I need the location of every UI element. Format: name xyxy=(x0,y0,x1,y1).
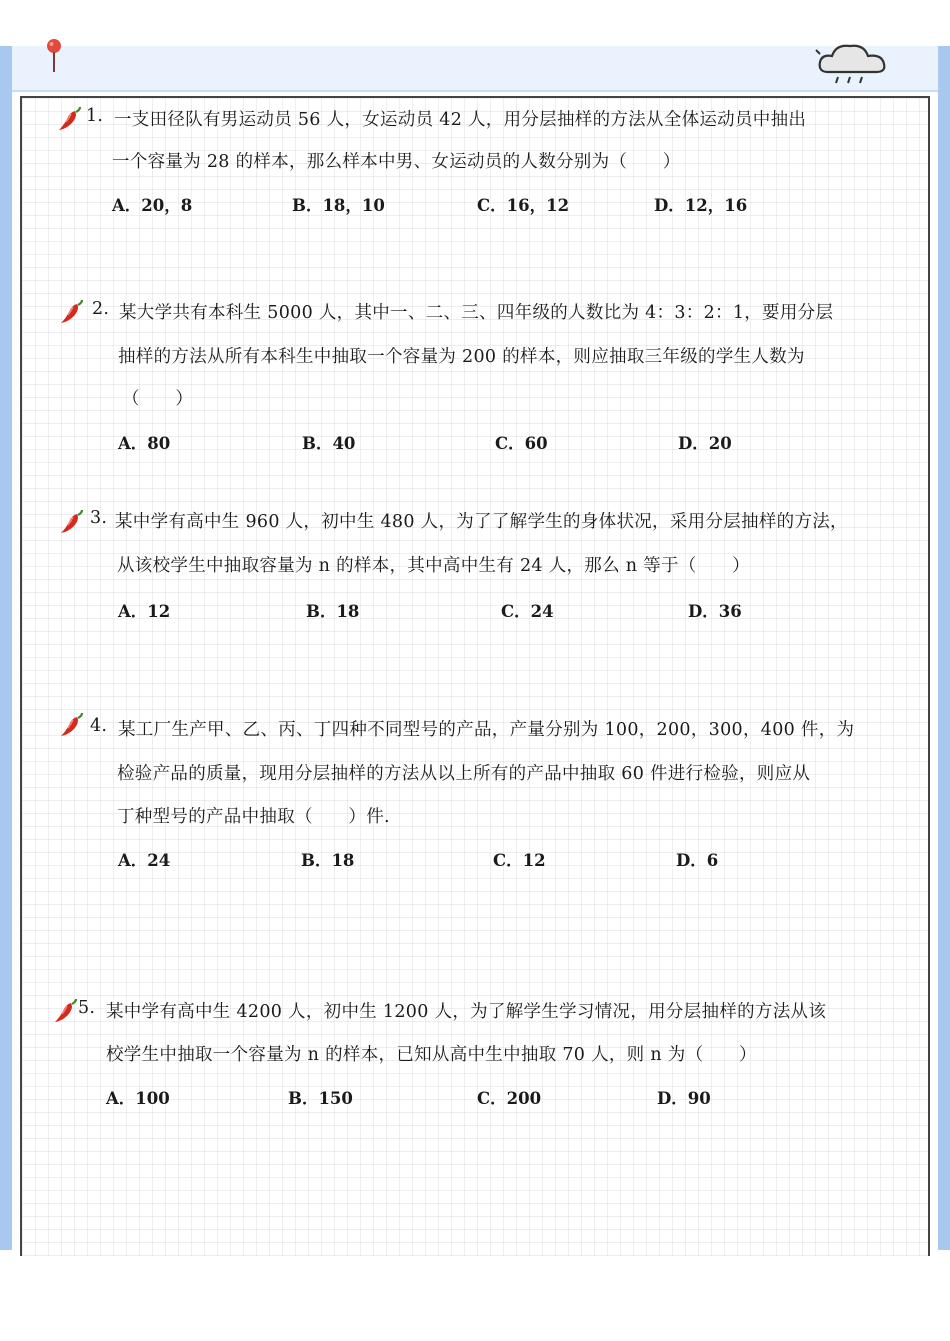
rain-cloud-icon xyxy=(812,36,892,86)
worksheet xyxy=(20,96,930,1256)
left-side-bar xyxy=(0,46,12,1250)
question-text-line: 一支田径队有男运动员 56 人，女运动员 42 人，用分层抽样的方法从全体运动员中抽出 xyxy=(114,110,807,130)
chili-pepper-icon xyxy=(52,998,78,1024)
question-number: 2. xyxy=(92,299,110,319)
question-text-line: 从该校学生中抽取容量为 n 的样本，其中高中生有 24 人，那么 n 等于（ ） xyxy=(117,556,750,576)
option-a[interactable]: A．20，8 xyxy=(112,196,193,215)
chili-pepper-icon xyxy=(58,299,84,325)
question-text-line: 某中学有高中生 4200 人，初中生 1200 人，为了解学生学习情况，用分层抽样的方法从该 xyxy=(106,1002,827,1022)
option-c[interactable]: C．60 xyxy=(495,434,548,453)
option-a[interactable]: A．80 xyxy=(118,434,171,453)
chili-pepper-icon xyxy=(56,106,82,132)
pushpin-icon xyxy=(44,38,64,74)
question-number: 5. xyxy=(78,998,96,1018)
question-text-line: 抽样的方法从所有本科生中抽取一个容量为 200 的样本，则应抽取三年级的学生人数为 xyxy=(118,347,805,367)
chili-pepper-icon xyxy=(58,509,84,535)
question-text-line: 某工厂生产甲、乙、丙、丁四种不同型号的产品，产量分别为 100，200，300，400 件，为 xyxy=(118,720,855,740)
chili-pepper-icon xyxy=(58,712,84,738)
option-b[interactable]: B．150 xyxy=(288,1089,353,1108)
option-a[interactable]: A．100 xyxy=(106,1089,170,1108)
question-text-line: 一个容量为 28 的样本，那么样本中男、女运动员的人数分别为（ ） xyxy=(112,152,681,172)
option-b[interactable]: B．18 xyxy=(301,851,355,870)
option-c[interactable]: C．16，12 xyxy=(477,196,570,215)
option-b[interactable]: B．40 xyxy=(302,434,356,453)
question-text-line: 某中学有高中生 960 人，初中生 480 人，为了了解学生的身体状况，采用分层抽样的方法， xyxy=(115,512,848,532)
question-number: 4. xyxy=(90,716,108,736)
right-side-bar xyxy=(938,46,950,1250)
question-text-line: （ ） xyxy=(122,389,194,409)
question-number: 1. xyxy=(86,106,104,126)
header-band xyxy=(12,46,938,92)
option-c[interactable]: C．24 xyxy=(501,602,554,621)
option-c[interactable]: C．12 xyxy=(493,851,546,870)
option-b[interactable]: B．18，10 xyxy=(292,196,385,215)
option-d[interactable]: D．6 xyxy=(676,851,719,870)
option-d[interactable]: D．20 xyxy=(678,434,732,453)
question-text-line: 丁种型号的产品中抽取（ ）件. xyxy=(117,807,390,827)
option-d[interactable]: D．12，16 xyxy=(654,196,748,215)
option-d[interactable]: D．36 xyxy=(688,602,742,621)
option-c[interactable]: C．200 xyxy=(477,1089,542,1108)
option-a[interactable]: A．24 xyxy=(118,851,171,870)
option-d[interactable]: D．90 xyxy=(657,1089,711,1108)
question-text-line: 某大学共有本科生 5000 人，其中一、二、三、四年级的人数比为 4：3：2：1，要用分层 xyxy=(119,303,834,323)
question-number: 3. xyxy=(90,508,108,528)
question-text-line: 校学生中抽取一个容量为 n 的样本，已知从高中生中抽取 70 人，则 n 为（ ） xyxy=(106,1045,757,1065)
question-text-line: 检验产品的质量，现用分层抽样的方法从以上所有的产品中抽取 60 件进行检验，则应从 xyxy=(117,764,811,784)
option-a[interactable]: A．12 xyxy=(118,602,171,621)
option-b[interactable]: B．18 xyxy=(306,602,360,621)
